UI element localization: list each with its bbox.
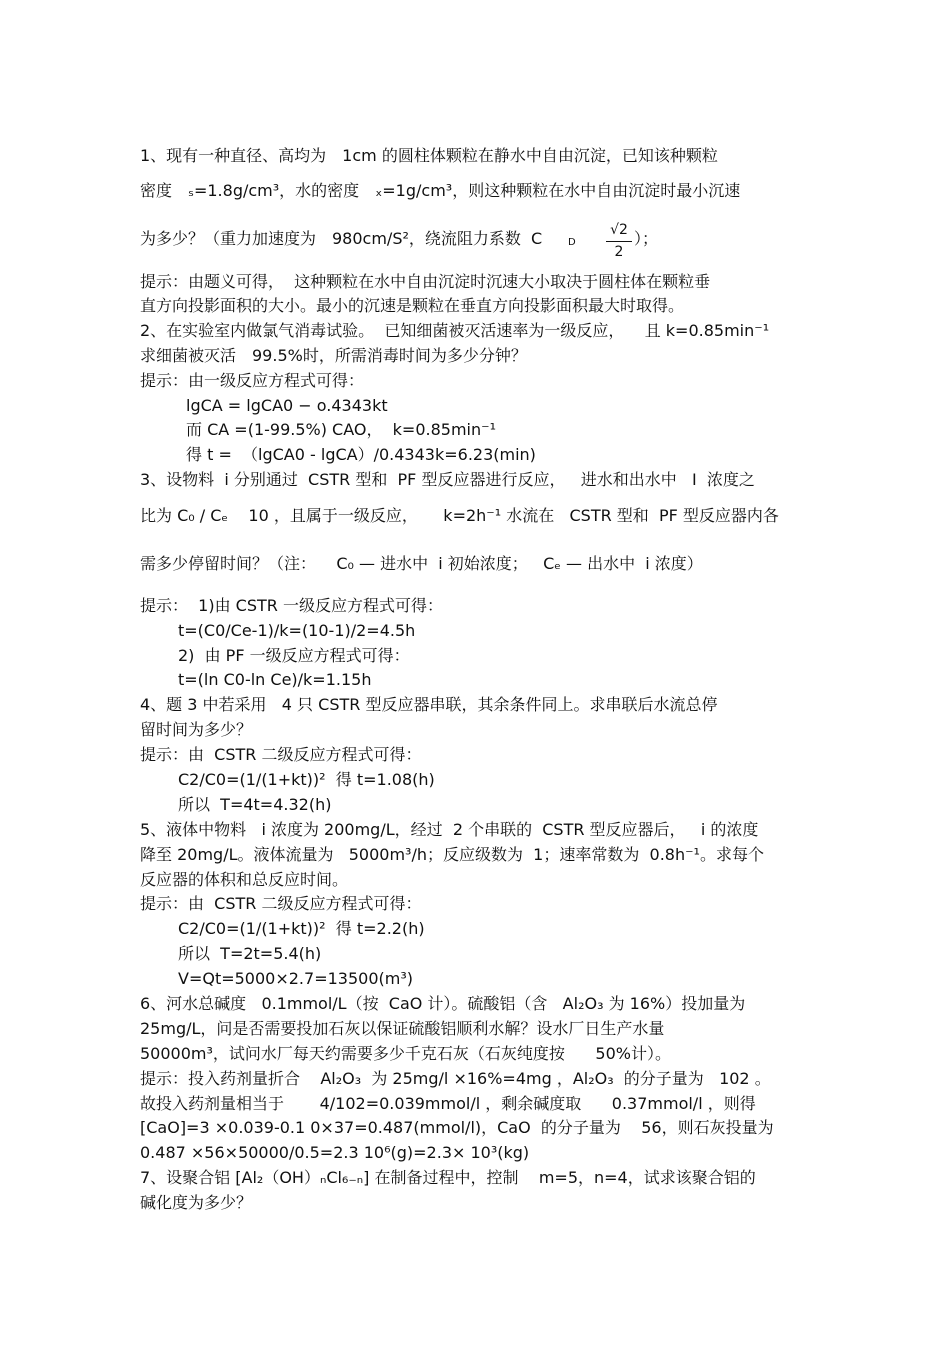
problem-5-equation-3: V=Qt=5000×2.7=13500(m³) bbox=[178, 969, 413, 988]
problem-4-equation-2: 所以 T=4t=4.32(h) bbox=[178, 795, 332, 814]
drag-coefficient-subscript: D bbox=[568, 237, 576, 248]
problem-7-line-2: 碱化度为多少？ bbox=[140, 1193, 253, 1212]
problem-6-hint-4: 0.487 ×56×50000/0.5=2.3 10⁶(g)=2.3× 10³(kg) bbox=[140, 1143, 530, 1162]
fraction-bar bbox=[606, 241, 632, 242]
problem-1-line-1: 1、现有一种直径、高均为 1cm 的圆柱体颗粒在静水中自由沉淀，已知该种颗粒 bbox=[140, 146, 718, 165]
problem-2-line-1: 2、在实验室内做氯气消毒试验。 已知细菌被灭活速率为一级反应， 且 k=0.85min⁻¹ bbox=[140, 321, 770, 340]
problem-1-hint-1: 提示：由题义可得， 这种颗粒在水中自由沉淀时沉速大小取决于圆柱体在颗粒垂 bbox=[140, 272, 711, 291]
problem-3-equation-2: 2) 由 PF 一级反应方程式可得： bbox=[178, 646, 410, 665]
problem-5-equation-2: 所以 T=2t=5.4(h) bbox=[178, 944, 322, 963]
problem-6-hint-2: 故投入药剂量相当于 4/102=0.039mmol/l ，剩余碱度取 0.37mmol/l ，则得 bbox=[140, 1094, 756, 1113]
problem-6-line-3: 50000m³，试问水厂每天约需要多少千克石灰（石灰纯度按 50%计）。 bbox=[140, 1044, 671, 1063]
problem-2-equation-3: 得 t = （lgCA0 - lgCA）/0.4343k=6.23(min) bbox=[186, 445, 536, 464]
problem-4-line-2: 留时间为多少？ bbox=[140, 720, 253, 739]
problem-6-hint-3: [CaO]=3 ×0.039-0.1 0×37=0.487(mmol/l)，CaO 的分子量为 56，则石灰投量为 bbox=[140, 1118, 774, 1137]
problem-5-equation-1: C2/C0=(1/(1+kt))² 得 t=2.2(h) bbox=[178, 919, 425, 938]
problem-6-line-2: 25mg/L，问是否需要投加石灰以保证硫酸铝顺利水解？设水厂日生产水量 bbox=[140, 1019, 665, 1038]
problem-2-equation-2: 而 CA =(1-99.5%) CAO， k=0.85min⁻¹ bbox=[186, 420, 496, 439]
problem-1-line-3: 为多少？（重力加速度为 980cm/S²，绕流阻力系数 C bbox=[140, 229, 543, 248]
problem-4-equation-1: C2/C0=(1/(1+kt))² 得 t=1.08(h) bbox=[178, 770, 435, 789]
problem-2-equation-1: lgCA = lgCA0 − o.4343kt bbox=[186, 396, 388, 415]
problem-3-line-2: 比为 C₀ / Cₑ 10 ，且属于一级反应， k=2h⁻¹ 水流在 CSTR 型和 PF 型反应器内各 bbox=[140, 506, 779, 525]
problem-6-line-1: 6、河水总碱度 0.1mmol/L（按 CaO 计）。硫酸铝（含 Al₂O₃ 为 16%）投加量为 bbox=[140, 994, 746, 1013]
problem-3-equation-3: t=(ln C0-ln Ce)/k=1.15h bbox=[178, 670, 372, 689]
problem-3-line-1: 3、设物料 i 分别通过 CSTR 型和 PF 型反应器进行反应， 进水和出水中 I 浓度之 bbox=[140, 470, 755, 489]
problem-5-line-3: 反应器的体积和总反应时间。 bbox=[140, 870, 349, 889]
problem-3-hint: 提示： 1)由 CSTR 一级反应方程式可得： bbox=[140, 596, 443, 615]
problem-2-line-2: 求细菌被灭活 99.5%时，所需消毒时间为多少分钟？ bbox=[140, 346, 527, 365]
problem-6-hint-1: 提示：投入药剂量折合 Al₂O₃ 为 25mg/l ×16%=4mg ，Al₂O₃ 的分子量为 102 。 bbox=[140, 1069, 771, 1088]
problem-5-line-1: 5、液体中物料 i 浓度为 200mg/L，经过 2 个串联的 CSTR 型反应器后， i 的浓度 bbox=[140, 820, 759, 839]
problem-5-line-2: 降至 20mg/L。液体流量为 5000m³/h；反应级数为 1；速率常数为 0.8h⁻¹。求每个 bbox=[140, 845, 764, 864]
problem-3-equation-1: t=(C0/Ce-1)/k=(10-1)/2=4.5h bbox=[178, 621, 416, 640]
problem-3-line-3: 需多少停留时间？（注： C₀ — 进水中 i 初始浓度； Cₑ — 出水中 i 浓度） bbox=[140, 554, 703, 573]
problem-5-hint: 提示：由 CSTR 二级反应方程式可得： bbox=[140, 894, 422, 913]
fraction-denominator: 2 bbox=[614, 244, 624, 260]
problem-4-line-1: 4、题 3 中若采用 4 只 CSTR 型反应器串联，其余条件同上。求串联后水流总停 bbox=[140, 695, 718, 714]
fraction-numerator: √2 bbox=[610, 222, 628, 238]
problem-1-line-2: 密度 ₛ=1.8g/cm³，水的密度 ₓ=1g/cm³，则这种颗粒在水中自由沉淀时最小沉速 bbox=[140, 181, 741, 200]
problem-4-hint: 提示：由 CSTR 二级反应方程式可得： bbox=[140, 745, 422, 764]
problem-2-hint: 提示：由一级反应方程式可得： bbox=[140, 371, 365, 390]
problem-7-line-1: 7、设聚合铝 [Al₂（OH）ₙCl₆₋ₙ] 在制备过程中，控制 m=5，n=4，试求该聚合铝的 bbox=[140, 1168, 756, 1187]
problem-1-hint-2: 直方向投影面积的大小。最小的沉速是颗粒在垂直方向投影面积最大时取得。 bbox=[140, 296, 685, 315]
problem-1-line-3-end: ）； bbox=[634, 229, 659, 248]
